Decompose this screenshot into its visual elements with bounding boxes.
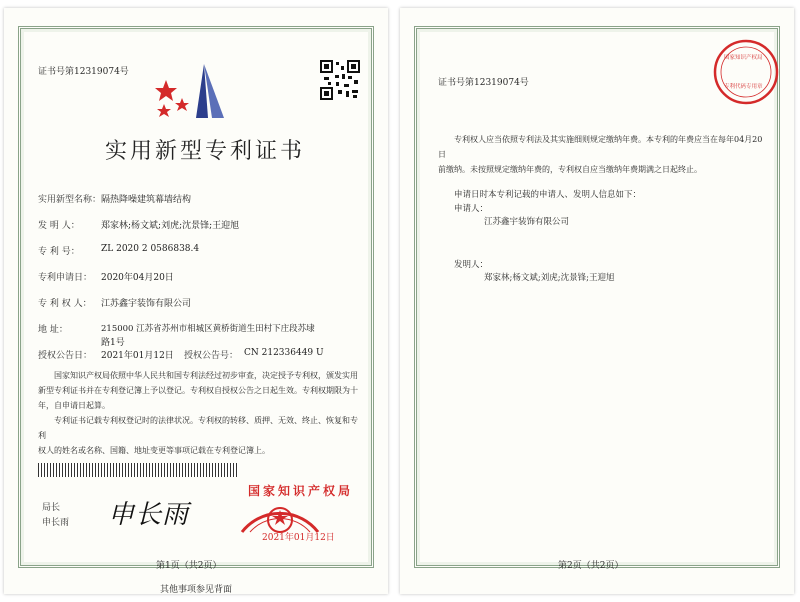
agency-seal-subtext: 专利代码专用章	[724, 84, 763, 90]
certificate-back-page	[400, 8, 794, 594]
field-value: ZL 2020 2 0586838.4	[101, 244, 200, 254]
barcode-strip	[38, 463, 238, 477]
applicant-label: 申请人：	[454, 204, 489, 214]
page-number: 第1页（共2页）	[156, 561, 222, 571]
grant-paragraph: 国家知识产权局依照中华人民共和国专利法经过初步审查，决定授予专利权，颁发实用 新型专利证书并在专利登记簿上予以登记。专利权自授权公告之日起生效。专利权期限为十 年，自申请日起算。 专利证书记载专利权登记时的法律状况。专利权的转移、质押、无效、终止、恢复和专利 权人的姓名或名称、国籍、地址变更等事项记载在专利登记簿上。	[38, 371, 358, 455]
decorative-border	[414, 26, 780, 568]
cnipa-emblem-icon	[152, 60, 232, 122]
inventor-value: 郑家林;杨文斌;刘虎;沈景锋;王迎旭	[484, 273, 615, 283]
field-label: 专利申请日：	[38, 273, 93, 283]
footer-note: 其他事项参见背面	[160, 585, 233, 595]
field-label: 地 址：	[38, 325, 68, 335]
certificate-front-page	[4, 8, 388, 594]
director-title: 局长	[42, 503, 61, 513]
certificate-title: 实用新型专利证书	[105, 139, 306, 164]
applicant-value: 江苏鑫宇装饰有限公司	[484, 217, 570, 227]
field-label: 授权公告日：	[38, 351, 93, 361]
applicant-note: 申请日时本专利记载的申请人、发明人信息如下：	[454, 190, 642, 200]
field-label: 专 利 号：	[38, 247, 80, 257]
certificate-number: 证书号第12319074号	[38, 67, 129, 77]
field-label: 授权公告号：	[184, 351, 239, 361]
seal-date: 2021年01月12日	[262, 533, 335, 543]
inventor-label: 发明人：	[454, 260, 489, 270]
director-name: 申长雨	[42, 518, 70, 528]
certificate-number: 证书号第12319074号	[438, 78, 529, 88]
field-value: 江苏鑫宇装饰有限公司	[101, 299, 192, 309]
seal-text: 国家知识产权局	[248, 484, 354, 498]
agency-seal-icon	[712, 38, 780, 106]
field-label: 专 利 权 人：	[38, 299, 92, 309]
page-number: 第2页（共2页）	[558, 561, 624, 571]
agency-seal-text: 国家知识产权局	[724, 55, 763, 61]
field-label: 实用新型名称：	[38, 195, 102, 205]
director-signature: 申长雨	[108, 500, 190, 530]
field-label: 发 明 人：	[38, 221, 80, 231]
field-value: 2020年04月20日	[101, 273, 174, 283]
field-value: CN 212336449 U	[244, 348, 324, 358]
field-value: 郑家林;杨文斌;刘虎;沈景锋;王迎旭	[101, 221, 240, 231]
qr-code-icon	[320, 60, 360, 100]
field-value: 215000 江苏省苏州市相城区黄桥街道生田村下庄段苏埭	[101, 324, 315, 334]
field-value: 2021年01月12日	[101, 351, 174, 361]
annual-fee-paragraph: 专利权人应当依照专利法及其实施细则规定缴纳年费。本专利的年费应当在每年04月20日 前缴纳。未按照规定缴纳年费的，专利权自应当缴纳年费期满之日起终止。	[438, 135, 763, 174]
field-value: 隔热降噪建筑幕墙结构	[101, 195, 192, 205]
field-value: 路1号	[101, 338, 125, 348]
